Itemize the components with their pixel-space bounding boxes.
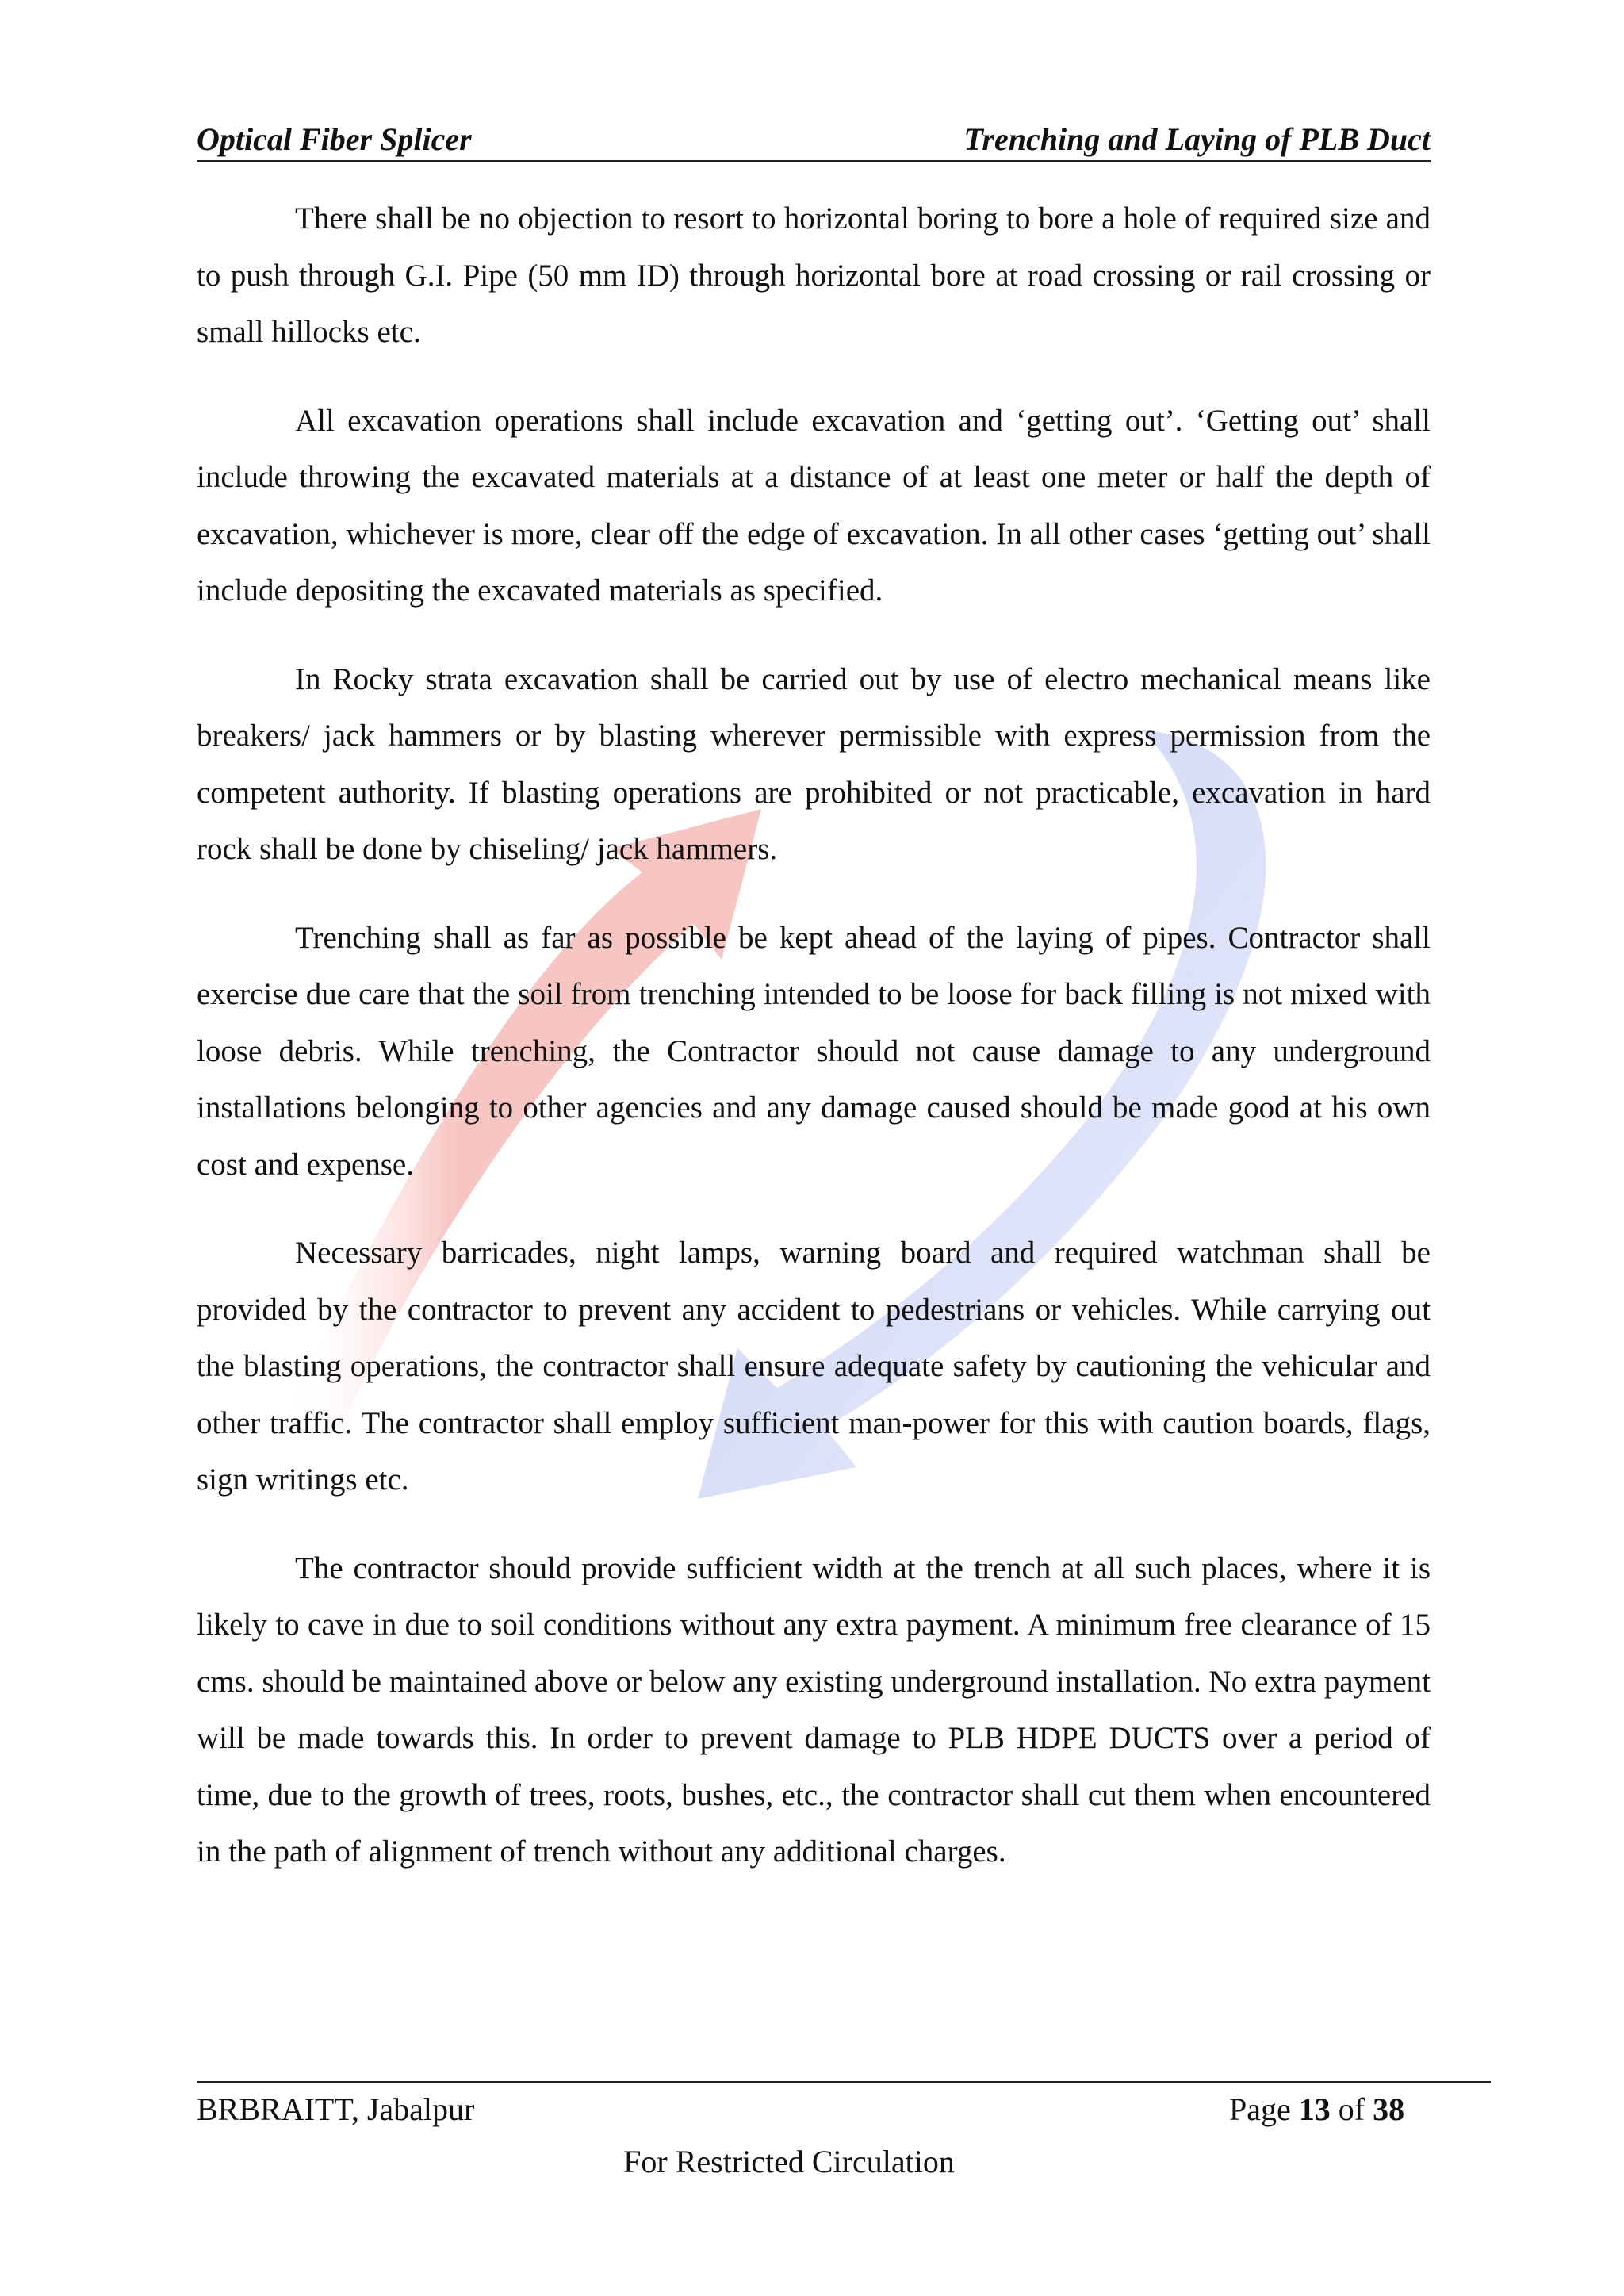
paragraph-trench-width: The contractor should provide sufficient width at the trench at all such places, where it is likely to cave in due to soil conditions without any extra payment. A minimum free clearance of 15 cms. should be maintained above or below any existing underground installation. No extra payment will be made towards this. In order to prevent damage to PLB HDPE DUCTS over a period of time, due to the growth of trees, roots, bushes, etc., the contractor shall cut them when encountered in the path of alignment of trench without any additional charges. — [197, 1550, 1431, 1869]
paragraph-rocky-strata: In Rocky strata excavation shall be carried out by use of electro mechanical means like breakers/ jack hammers or by blasting wherever permissible with express permission from the competent authority. If blasting operations are prohibited or not practicable, excavation in hard rock shall be done by chiseling/ jack hammers. — [197, 661, 1431, 866]
paragraph-safety-barricades: Necessary barricades, night lamps, warning board and required watchman shall be provided by the contractor to prevent any accident to pedestrians or vehicles. While carrying out the blasting operations, the contractor shall ensure adequate safety by cautioning the vehicular and other traffic. The contractor shall employ sufficient man-power for this with caution boards, flags, sign writings etc. — [197, 1236, 1431, 1497]
document-body — [197, 190, 1431, 1912]
header-course-title: Optical Fiber Splicer — [197, 121, 472, 157]
paragraph-getting-out: All excavation operations shall include excavation and ‘getting out’. ‘Getting out’ shall include throwing the excavated materials at a distance of at least one meter or half the depth of excavation, whichever is more, clear off the edge of excavation. In all other cases ‘getting out’ shall include depositing the excavated materials as specified. — [197, 403, 1431, 608]
footer-circulation-note: For Restricted Circulation — [623, 2144, 955, 2179]
page-of: of — [1338, 2091, 1365, 2127]
page-header — [197, 117, 1431, 162]
paragraph-trenching-ahead: Trenching shall as far as possible be kept ahead of the laying of pipes. Contractor shall exercise due care that the soil from trenching intended to be loose for back filling is not mixed with loose debris. While trenching, the Contractor should not cause damage to any underground installations belonging to other agencies and any damage caused should be made good at his own cost and expense. — [197, 920, 1431, 1182]
footer-institute: BRBRAITT, Jabalpur — [197, 2091, 475, 2127]
current-page: 13 — [1298, 2091, 1331, 2127]
footer-page-number — [1229, 2091, 1404, 2128]
paragraph-horizontal-boring: There shall be no objection to resort to horizontal boring to bore a hole of required size and to push through G.I. Pipe (50 mm ID) through horizontal bore at road crossing or rail crossing or small hillocks etc. — [197, 201, 1431, 349]
page-prefix: Page — [1229, 2091, 1291, 2127]
total-pages: 38 — [1373, 2091, 1405, 2127]
header-chapter-title: Trenching and Laying of PLB Duct — [963, 121, 1431, 157]
footer-divider — [197, 2081, 1491, 2083]
